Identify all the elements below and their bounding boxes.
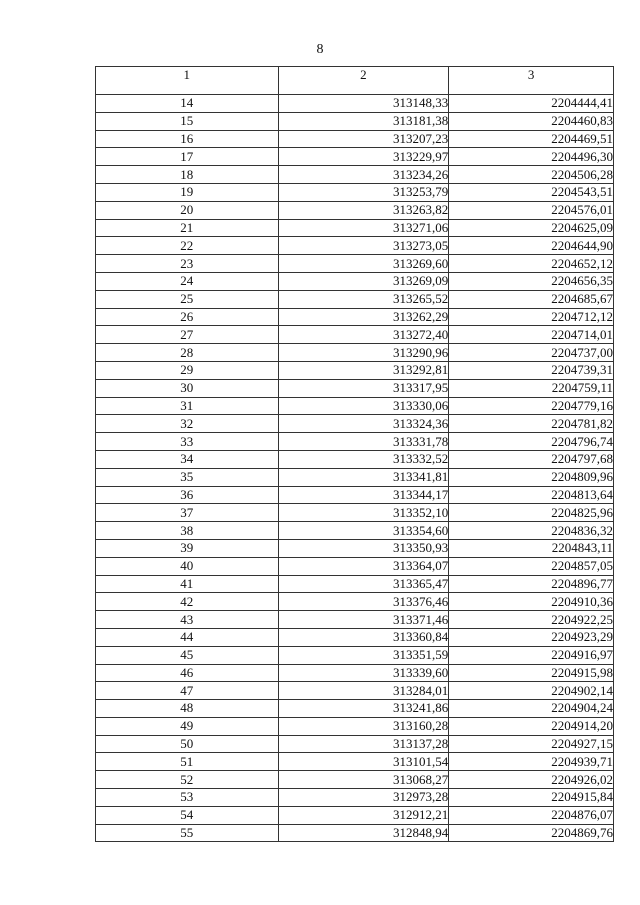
table-row [96,148,614,166]
table-row [96,593,614,611]
y-coordinate-cell: 2204796,74 [449,433,614,451]
x-coordinate-cell: 313253,79 [278,183,449,201]
x-coordinate-cell: 312973,28 [278,789,449,807]
coordinates-table [95,66,614,842]
point-number-cell: 21 [96,219,279,237]
table-row [96,700,614,718]
y-coordinate-cell: 2204809,96 [449,468,614,486]
y-coordinate-cell: 2204656,35 [449,272,614,290]
table-row [96,219,614,237]
table-row [96,397,614,415]
y-coordinate-cell: 2204857,05 [449,557,614,575]
table-row [96,433,614,451]
y-coordinate-cell: 2204813,64 [449,486,614,504]
table-row [96,682,614,700]
table-row [96,326,614,344]
table-row [96,290,614,308]
table-row [96,789,614,807]
table-row [96,628,614,646]
table-row [96,201,614,219]
y-coordinate-cell: 2204759,11 [449,379,614,397]
table-row [96,575,614,593]
y-coordinate-cell: 2204652,12 [449,255,614,273]
point-number-cell: 36 [96,486,279,504]
point-number-cell: 33 [96,433,279,451]
point-number-cell: 54 [96,806,279,824]
y-coordinate-cell: 2204460,83 [449,112,614,130]
x-coordinate-cell: 313344,17 [278,486,449,504]
y-coordinate-cell: 2204915,98 [449,664,614,682]
y-coordinate-cell: 2204469,51 [449,130,614,148]
x-coordinate-cell: 313292,81 [278,361,449,379]
table-row [96,468,614,486]
x-coordinate-cell: 313269,60 [278,255,449,273]
table-row [96,130,614,148]
page-number: 8 [316,42,324,57]
point-number-cell: 19 [96,183,279,201]
table-row [96,166,614,184]
y-coordinate-cell: 2204506,28 [449,166,614,184]
x-coordinate-cell: 313364,07 [278,557,449,575]
column-header-1: 1 [96,67,279,95]
table-row [96,112,614,130]
y-coordinate-cell: 2204714,01 [449,326,614,344]
table-row [96,735,614,753]
point-number-cell: 28 [96,344,279,362]
point-number-cell: 43 [96,611,279,629]
y-coordinate-cell: 2204927,15 [449,735,614,753]
y-coordinate-cell: 2204712,12 [449,308,614,326]
x-coordinate-cell: 313376,46 [278,593,449,611]
point-number-cell: 53 [96,789,279,807]
point-number-cell: 26 [96,308,279,326]
table-row [96,255,614,273]
table-row [96,379,614,397]
point-number-cell: 35 [96,468,279,486]
x-coordinate-cell: 313263,82 [278,201,449,219]
y-coordinate-cell: 2204914,20 [449,717,614,735]
y-coordinate-cell: 2204939,71 [449,753,614,771]
x-coordinate-cell: 313207,23 [278,130,449,148]
point-number-cell: 29 [96,361,279,379]
table-row [96,183,614,201]
y-coordinate-cell: 2204444,41 [449,95,614,113]
table-row [96,753,614,771]
point-number-cell: 40 [96,557,279,575]
x-coordinate-cell: 313284,01 [278,682,449,700]
table-row [96,557,614,575]
table-row [96,344,614,362]
table-row [96,415,614,433]
y-coordinate-cell: 2204644,90 [449,237,614,255]
point-number-cell: 38 [96,522,279,540]
point-number-cell: 31 [96,397,279,415]
x-coordinate-cell: 313352,10 [278,504,449,522]
y-coordinate-cell: 2204737,00 [449,344,614,362]
x-coordinate-cell: 313317,95 [278,379,449,397]
x-coordinate-cell: 313101,54 [278,753,449,771]
table-row [96,717,614,735]
x-coordinate-cell: 313234,26 [278,166,449,184]
y-coordinate-cell: 2204896,77 [449,575,614,593]
y-coordinate-cell: 2204781,82 [449,415,614,433]
table-row [96,95,614,113]
point-number-cell: 52 [96,771,279,789]
y-coordinate-cell: 2204869,76 [449,824,614,842]
table-body [96,95,614,842]
point-number-cell: 44 [96,628,279,646]
point-number-cell: 34 [96,450,279,468]
x-coordinate-cell: 313324,36 [278,415,449,433]
x-coordinate-cell: 313160,28 [278,717,449,735]
point-number-cell: 47 [96,682,279,700]
x-coordinate-cell: 313229,97 [278,148,449,166]
y-coordinate-cell: 2204904,24 [449,700,614,718]
point-number-cell: 16 [96,130,279,148]
x-coordinate-cell: 313331,78 [278,433,449,451]
x-coordinate-cell: 313262,29 [278,308,449,326]
y-coordinate-cell: 2204739,31 [449,361,614,379]
y-coordinate-cell: 2204902,14 [449,682,614,700]
y-coordinate-cell: 2204923,29 [449,628,614,646]
y-coordinate-cell: 2204836,32 [449,522,614,540]
table-row [96,824,614,842]
point-number-cell: 32 [96,415,279,433]
table-row [96,806,614,824]
x-coordinate-cell: 313365,47 [278,575,449,593]
point-number-cell: 30 [96,379,279,397]
point-number-cell: 50 [96,735,279,753]
point-number-cell: 45 [96,646,279,664]
x-coordinate-cell: 313265,52 [278,290,449,308]
y-coordinate-cell: 2204916,97 [449,646,614,664]
y-coordinate-cell: 2204576,01 [449,201,614,219]
table-row [96,450,614,468]
y-coordinate-cell: 2204496,30 [449,148,614,166]
y-coordinate-cell: 2204910,36 [449,593,614,611]
point-number-cell: 55 [96,824,279,842]
table-row [96,646,614,664]
table-row [96,361,614,379]
table-row [96,504,614,522]
y-coordinate-cell: 2204625,09 [449,219,614,237]
y-coordinate-cell: 2204825,96 [449,504,614,522]
table-row [96,308,614,326]
x-coordinate-cell: 313332,52 [278,450,449,468]
table-row [96,237,614,255]
x-coordinate-cell: 313351,59 [278,646,449,664]
column-header-3: 3 [449,67,614,95]
x-coordinate-cell: 313350,93 [278,539,449,557]
point-number-cell: 27 [96,326,279,344]
table-row [96,664,614,682]
x-coordinate-cell: 313330,06 [278,397,449,415]
y-coordinate-cell: 2204543,51 [449,183,614,201]
table-row [96,272,614,290]
point-number-cell: 39 [96,539,279,557]
x-coordinate-cell: 313339,60 [278,664,449,682]
point-number-cell: 49 [96,717,279,735]
y-coordinate-cell: 2204922,25 [449,611,614,629]
x-coordinate-cell: 313360,84 [278,628,449,646]
point-number-cell: 23 [96,255,279,273]
x-coordinate-cell: 312912,21 [278,806,449,824]
x-coordinate-cell: 313181,38 [278,112,449,130]
x-coordinate-cell: 313272,40 [278,326,449,344]
y-coordinate-cell: 2204915,84 [449,789,614,807]
y-coordinate-cell: 2204685,67 [449,290,614,308]
y-coordinate-cell: 2204843,11 [449,539,614,557]
y-coordinate-cell: 2204797,68 [449,450,614,468]
x-coordinate-cell: 313269,09 [278,272,449,290]
x-coordinate-cell: 313290,96 [278,344,449,362]
table-row [96,486,614,504]
point-number-cell: 22 [96,237,279,255]
point-number-cell: 17 [96,148,279,166]
table-row [96,522,614,540]
x-coordinate-cell: 313271,06 [278,219,449,237]
x-coordinate-cell: 313137,28 [278,735,449,753]
x-coordinate-cell: 313371,46 [278,611,449,629]
point-number-cell: 41 [96,575,279,593]
table-header-row [96,67,614,95]
point-number-cell: 14 [96,95,279,113]
point-number-cell: 20 [96,201,279,219]
x-coordinate-cell: 313148,33 [278,95,449,113]
column-header-2: 2 [278,67,449,95]
table-row [96,539,614,557]
table-row [96,611,614,629]
y-coordinate-cell: 2204876,07 [449,806,614,824]
x-coordinate-cell: 313241,86 [278,700,449,718]
x-coordinate-cell: 312848,94 [278,824,449,842]
x-coordinate-cell: 313341,81 [278,468,449,486]
y-coordinate-cell: 2204779,16 [449,397,614,415]
table-row [96,771,614,789]
y-coordinate-cell: 2204926,02 [449,771,614,789]
point-number-cell: 24 [96,272,279,290]
point-number-cell: 48 [96,700,279,718]
point-number-cell: 15 [96,112,279,130]
x-coordinate-cell: 313273,05 [278,237,449,255]
x-coordinate-cell: 313354,60 [278,522,449,540]
point-number-cell: 18 [96,166,279,184]
point-number-cell: 42 [96,593,279,611]
x-coordinate-cell: 313068,27 [278,771,449,789]
point-number-cell: 51 [96,753,279,771]
point-number-cell: 37 [96,504,279,522]
point-number-cell: 25 [96,290,279,308]
point-number-cell: 46 [96,664,279,682]
